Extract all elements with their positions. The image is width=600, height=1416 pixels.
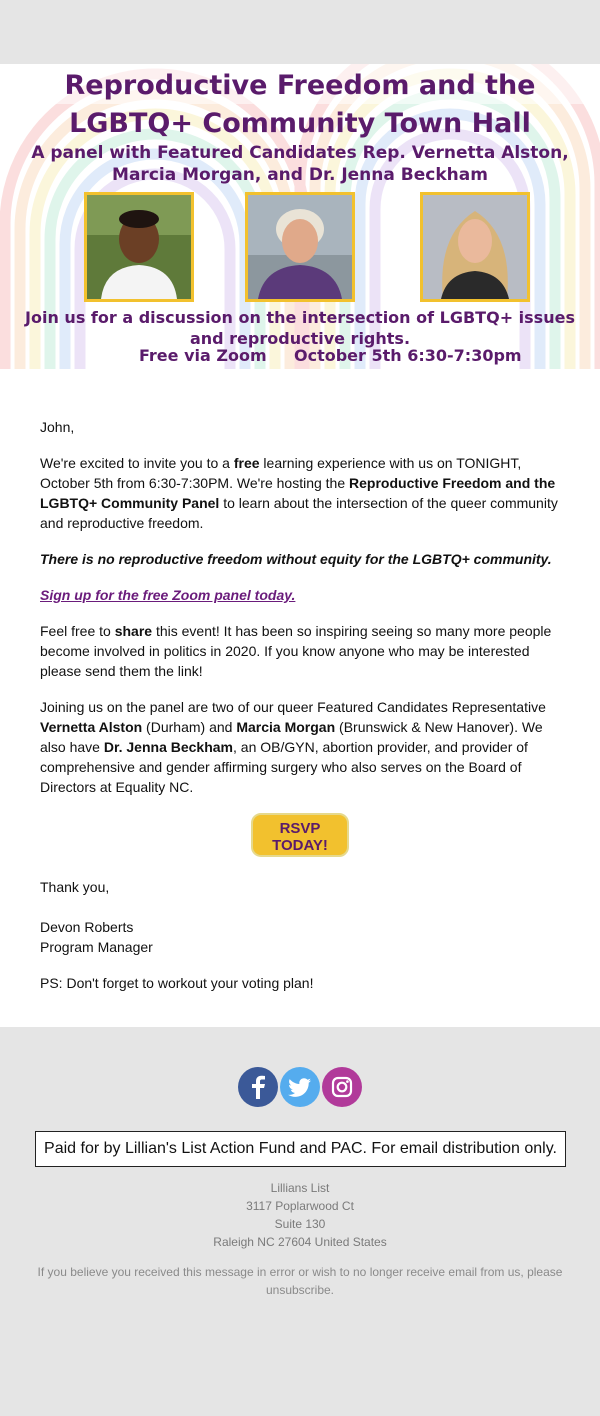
emphasis-statement: There is no reproductive freedom without equity for the LGBTQ+ community. [40, 551, 552, 567]
share-paragraph: Feel free to share this event! It has been so inspiring seeing so many more people become involved in politics in 2020. If you know anyone who may be interested please send them the link! [40, 623, 552, 679]
address-street: 3117 Poplarwood Ct [246, 1199, 354, 1213]
rsvp-label-line1: RSVP [279, 820, 321, 837]
banner-date-time: October 5th 6:30-7:30pm [294, 346, 522, 365]
instagram-icon[interactable] [322, 1067, 362, 1107]
social-links [0, 1067, 600, 1107]
sender-name: Devon Roberts [40, 919, 134, 935]
banner-join-line2: and reproductive rights. [189, 329, 411, 348]
facebook-icon[interactable] [238, 1067, 278, 1107]
banner-title-line1: Reproductive Freedom and the [64, 70, 536, 101]
panelists-paragraph: Joining us on the panel are two of our queer Featured Candidates Representative Vernetta Alston (Durham) and Marcia Morgan (Brunswick & New Hanover). We also have Dr. Jenna Beckham, an OB/GYN, abortion provider, and provider of comprehensive and gender affirming surgery who also serves on the Board of Directors at Equality NC. [40, 699, 546, 795]
twitter-icon[interactable] [280, 1067, 320, 1107]
postscript: PS: Don't forget to workout your voting plan! [40, 975, 314, 991]
top-spacer [0, 0, 600, 64]
candidate-photo-vernetta-alston [84, 192, 194, 302]
candidate-photo-marcia-morgan [245, 192, 355, 302]
banner-join-line1: Join us for a discussion on the intersection of LGBTQ+ issues [25, 308, 575, 327]
closing: Thank you, [40, 879, 110, 895]
candidate-photo-jenna-beckham [420, 192, 530, 302]
footer [0, 1027, 600, 1299]
greeting: John, [40, 419, 75, 435]
banner-free-zoom: Free via Zoom [139, 346, 267, 365]
signup-link[interactable]: Sign up for the free Zoom panel today. [40, 587, 296, 603]
address-suite: Suite 130 [274, 1217, 326, 1231]
signature [40, 917, 560, 957]
banner-subtitle-line1: A panel with Featured Candidates Rep. Vernetta Alston, [31, 143, 569, 163]
paid-for-disclaimer: Paid for by Lillian's List Action Fund and PAC. For email distribution only. [35, 1131, 566, 1167]
intro-paragraph: We're excited to invite you to a free learning experience with us on TONIGHT, October 5th from 6:30-7:30PM. We're hosting the Reproductive Freedom and the LGBTQ+ Community Panel to learn about the intersection of the queer community and reproductive freedom. [40, 455, 558, 531]
address-city: Raleigh NC 27604 United States [213, 1235, 387, 1249]
rsvp-button[interactable] [251, 813, 349, 857]
banner-subtitle-line2: Marcia Morgan, and Dr. Jenna Beckham [112, 165, 488, 185]
mailing-address [0, 1179, 600, 1251]
banner-title-line2: LGBTQ+ Community Town Hall [69, 108, 531, 139]
email-body [0, 369, 600, 1027]
org-name: Lillians List [270, 1181, 330, 1195]
sender-title: Program Manager [40, 939, 153, 955]
event-banner[interactable] [0, 64, 600, 369]
unsubscribe-text[interactable]: If you believe you received this message in error or wish to no longer receive email from us, please unsubscribe. [37, 1265, 563, 1297]
rsvp-label-line2: TODAY! [272, 837, 328, 854]
